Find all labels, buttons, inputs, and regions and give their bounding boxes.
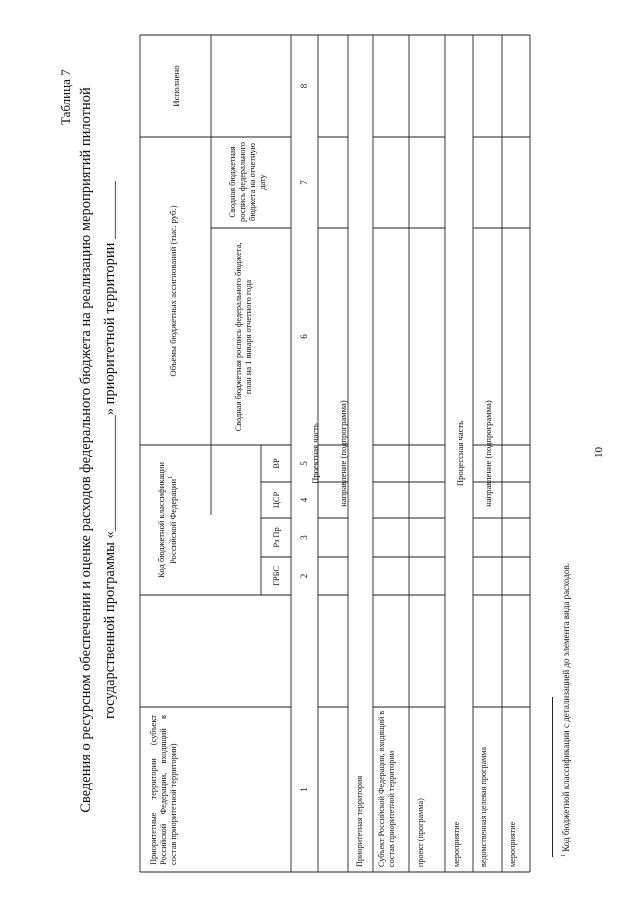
column-number-6: 6: [299, 334, 309, 339]
page-number: 10: [593, 447, 605, 458]
header-executed: Исполнено: [171, 65, 181, 107]
title-line-2-mid: » приоритетной территории: [102, 242, 118, 416]
header-kbk: [156, 449, 178, 591]
title-line-2-prefix: государственной программы «: [102, 531, 118, 720]
row-measure-2: мероприятие: [508, 821, 517, 867]
table-number: Таблица 7: [58, 69, 73, 125]
column-number-3: 3: [299, 535, 309, 540]
footnote: [561, 563, 571, 857]
section-direction-2: направление (подпрограмма): [483, 400, 493, 507]
row-project: проект (программа): [416, 798, 425, 867]
section-project-part: Проектная часть: [310, 423, 320, 484]
row-subject: Субъект Российской Федерации, входящий в состав приоритетной территории: [377, 710, 396, 867]
column-number-4: 4: [299, 497, 309, 503]
section-process-part: Процессная часть: [455, 420, 465, 487]
header-current: Сводная бюджетная роспись федерального бюджета на отчетную дату: [228, 142, 267, 222]
title-blank-territory: ________: [102, 180, 118, 239]
title-blank-program: ________________: [102, 415, 118, 532]
header-kbk-footnote-mark: 1: [168, 475, 174, 479]
column-number-1: 1: [299, 787, 309, 792]
column-number-5: 5: [299, 461, 309, 466]
footnote-separator: [552, 697, 553, 857]
row-measure: мероприятие: [452, 821, 461, 867]
row-priority-territory: Приоритетная территория: [355, 775, 364, 867]
column-number-2: 2: [299, 573, 309, 579]
document-title: [74, 55, 122, 845]
row-departmental-program: ведомственная целевая программа: [479, 746, 488, 867]
header-grbs: ГРБС: [272, 566, 281, 586]
header-vr: ВР: [272, 458, 281, 469]
column-number-7: 7: [299, 180, 309, 185]
header-csr: ЦСР: [272, 491, 281, 509]
header-volumes: Объемы бюджетных ассигнований (тыс. руб.): [168, 205, 178, 377]
footnote-text: Код бюджетной классификации с детализацией до элемента вида расходов.: [561, 563, 571, 852]
footnote-mark: 1: [561, 854, 567, 857]
header-territory: Приоритетные территории (субъект Российской Федерации, входящий в состав приоритетной территории): [149, 715, 178, 865]
header-kbk-text: Код бюджетной классификации Российской Федерации: [156, 462, 178, 578]
column-number-8: 8: [299, 83, 309, 89]
header-plan: Сводная бюджетная роспись федерального бюджета, план на 1 января отчетного года: [234, 242, 253, 432]
section-direction: направление (подпрограмма): [338, 400, 348, 507]
title-line-1: Сведения о ресурсном обеспечении и оценке расходов федерального бюджета на реализацию мероприятий пилотной: [78, 87, 94, 813]
title-line-2: [98, 55, 122, 845]
header-rzpr: Рз Пр: [272, 527, 281, 548]
